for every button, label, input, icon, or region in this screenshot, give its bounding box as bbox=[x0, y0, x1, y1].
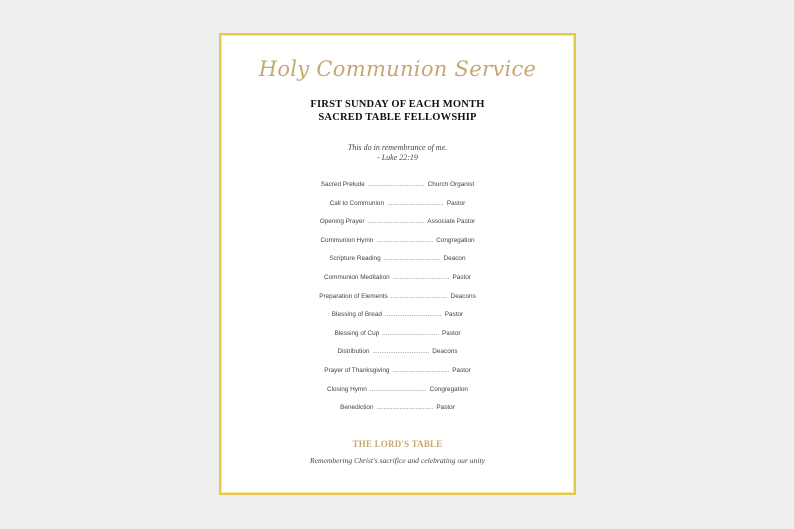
program-item-leader: Pastor bbox=[446, 199, 466, 207]
program-item-name: Benediction bbox=[340, 404, 374, 412]
dot-leader: ................................ bbox=[383, 255, 441, 263]
dot-leader: ................................ bbox=[367, 218, 425, 226]
dot-leader: ................................ bbox=[367, 181, 425, 188]
dot-leader: ................................ bbox=[392, 366, 450, 374]
program-item-leader: Church Organist bbox=[427, 181, 475, 188]
program-page bbox=[219, 33, 576, 495]
dot-leader: ................................ bbox=[392, 273, 450, 281]
scripture-verse bbox=[221, 143, 574, 163]
program-item bbox=[221, 348, 574, 367]
program-item-leader: Pastor bbox=[436, 404, 455, 412]
program-item-name: Opening Prayer bbox=[319, 218, 365, 226]
program-item-name: Preparation of Elements bbox=[319, 292, 388, 300]
order-of-service bbox=[221, 181, 574, 423]
dot-leader: ................................ bbox=[372, 348, 430, 356]
program-item bbox=[221, 274, 574, 293]
dot-leader: ................................ bbox=[376, 236, 434, 244]
program-item-name: Communion Meditation bbox=[323, 273, 390, 281]
program-item bbox=[221, 237, 574, 256]
verse-text: This do in remembrance of me. bbox=[347, 143, 448, 152]
program-item bbox=[221, 255, 574, 274]
program-item-leader: Associate Pastor bbox=[427, 218, 476, 226]
program-item bbox=[221, 386, 574, 405]
program-item-name: Communion Hymn bbox=[320, 236, 374, 244]
footer-title: THE LORD'S TABLE bbox=[352, 439, 443, 449]
program-item bbox=[221, 181, 574, 200]
program-item bbox=[221, 218, 574, 237]
program-item-name: Scripture Reading bbox=[329, 255, 381, 263]
dot-leader: ................................ bbox=[387, 199, 444, 207]
program-item-leader: Pastor bbox=[444, 311, 464, 319]
program-item-leader: Deacons bbox=[432, 348, 458, 356]
verse-reference: - Luke 22:19 bbox=[377, 153, 418, 162]
program-item bbox=[221, 330, 574, 349]
program-item-name: Closing Hymn bbox=[327, 385, 367, 393]
dot-leader: ................................ bbox=[390, 292, 448, 300]
program-item-leader: Deacon bbox=[443, 255, 466, 263]
footer-tagline: Remembering Christ's sacrifice and celebrating our unity bbox=[310, 456, 485, 465]
program-item-name: Blessing of Bread bbox=[331, 311, 382, 319]
schedule-subtitle: FIRST SUNDAY OF EACH MONTH bbox=[310, 99, 485, 110]
dot-leader: ................................ bbox=[384, 311, 442, 319]
program-item-name: Distribution bbox=[337, 348, 370, 356]
program-item-leader: Congregation bbox=[429, 385, 468, 393]
program-item bbox=[221, 311, 574, 330]
service-title: Holy Communion Service bbox=[258, 57, 537, 81]
program-item-name: Sacred Prelude bbox=[320, 181, 365, 188]
program-item-leader: Pastor bbox=[452, 273, 472, 281]
program-item-name: Blessing of Cup bbox=[334, 329, 380, 337]
dot-leader: ................................ bbox=[376, 404, 434, 412]
program-item-leader: Congregation bbox=[436, 236, 475, 244]
program-item bbox=[221, 367, 574, 386]
program-item-name: Prayer of Thanksgiving bbox=[324, 366, 390, 374]
program-item bbox=[221, 404, 574, 423]
program-item-name: Call to Communion bbox=[329, 199, 385, 207]
program-item bbox=[221, 293, 574, 312]
fellowship-subtitle: SACRED TABLE FELLOWSHIP bbox=[318, 112, 477, 123]
program-item-leader: Deacons bbox=[450, 292, 476, 300]
program-item bbox=[221, 200, 574, 219]
program-item-leader: Pastor bbox=[442, 329, 461, 337]
program-item-leader: Pastor bbox=[452, 366, 471, 374]
dot-leader: ................................ bbox=[382, 329, 440, 337]
dot-leader: ................................ bbox=[369, 385, 427, 393]
